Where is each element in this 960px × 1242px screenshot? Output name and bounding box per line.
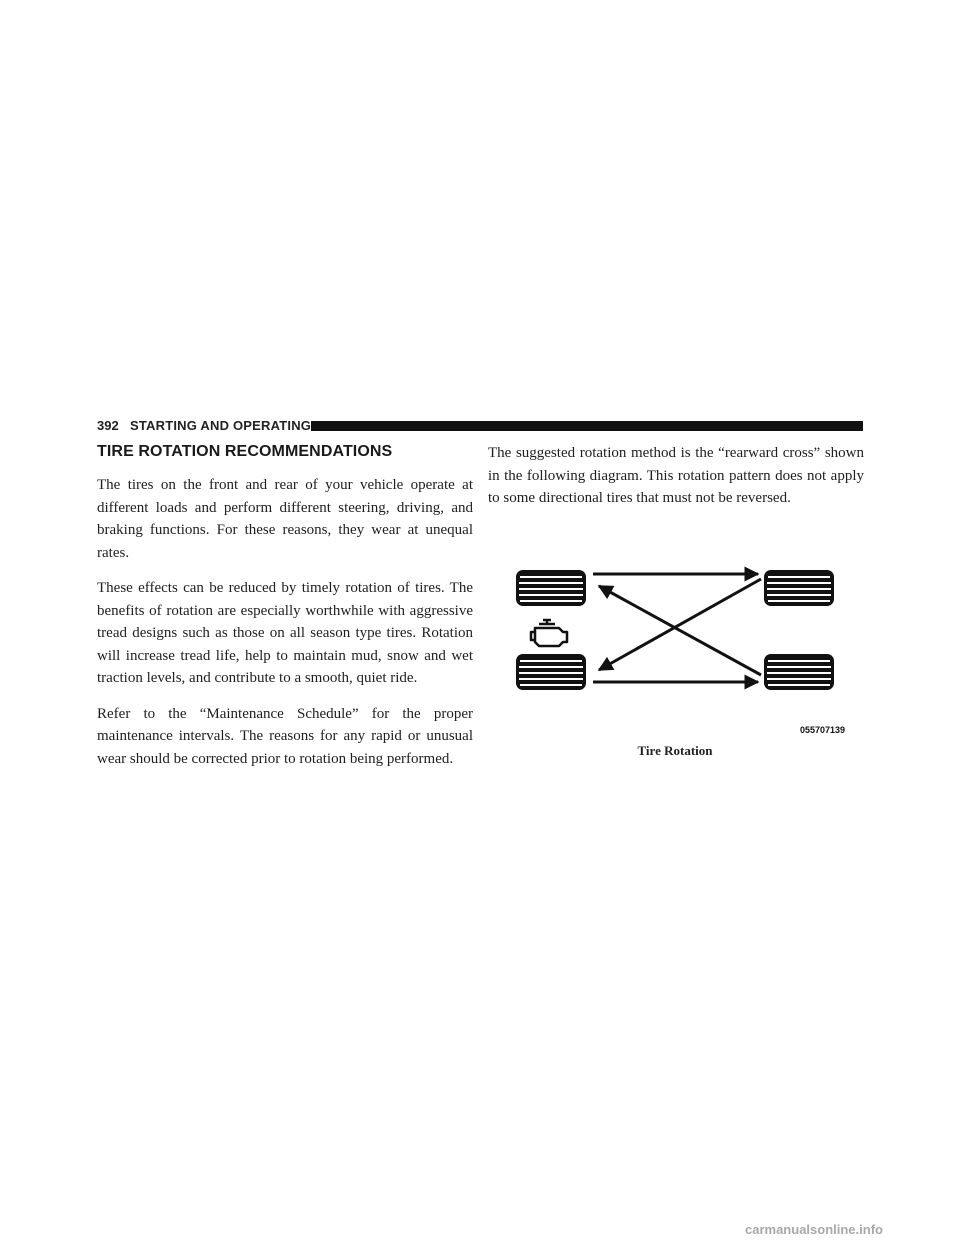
- right-column: [488, 442, 864, 523]
- paragraph: Refer to the “Maintenance Schedule” for the proper maintenance intervals. The reasons for any rapid or unusual wear should be corrected prior to rotation being performed.: [97, 705, 473, 767]
- watermark: carmanualsonline.info: [745, 1222, 883, 1237]
- arrow-icon: [599, 586, 761, 675]
- engine-icon: [531, 620, 567, 646]
- tire-icon: [764, 570, 834, 606]
- header-rule: [311, 421, 863, 431]
- paragraph: The suggested rotation method is the “rearward cross” shown in the following diagram. This rotation pattern does not apply to some directional tires that must not be reversed.: [488, 445, 864, 506]
- tire-icon: [516, 654, 586, 690]
- tire-icon: [764, 654, 834, 690]
- page-header: [97, 418, 863, 434]
- arrow-icon: [599, 579, 761, 670]
- tire-icon: [516, 570, 586, 606]
- figure-caption: Tire Rotation: [637, 743, 713, 758]
- page-number: 392: [97, 418, 119, 433]
- paragraph: The tires on the front and rear of your vehicle operate at different loads and perform different steering, driving, and braking functions. For these reasons, they wear at unequal rates.: [97, 477, 473, 561]
- paragraph: These effects can be reduced by timely rotation of tires. The benefits of rotation are especially worthwhile with aggressive tread designs such as those on all season type tires. Rotation will increase tread life, help to maintain mud, snow and wet traction levels, and contribute to a smooth, quiet ride.: [97, 580, 473, 686]
- tire-rotation-diagram: [503, 522, 865, 742]
- section-heading: TIRE ROTATION RECOMMENDATIONS: [97, 443, 393, 460]
- figure-code: 055707139: [800, 725, 846, 735]
- section-title: STARTING AND OPERATING: [130, 418, 312, 433]
- left-column: [97, 442, 473, 783]
